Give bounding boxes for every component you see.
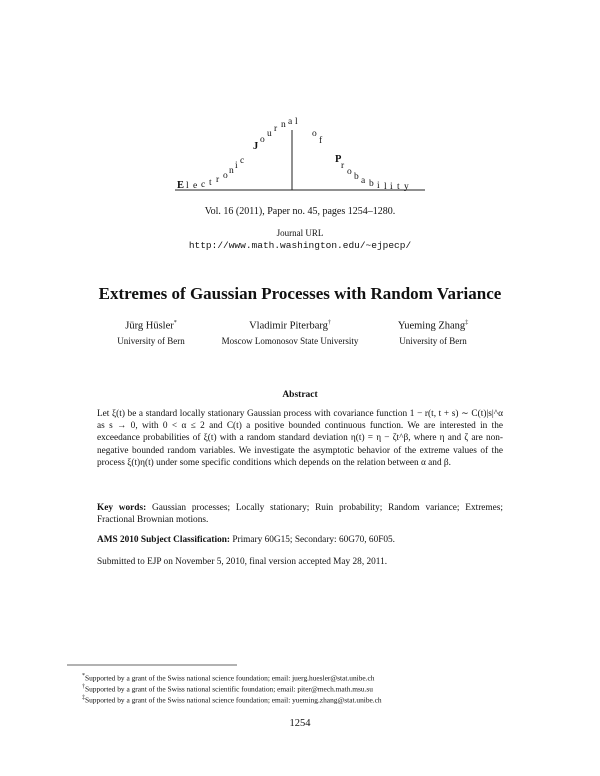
logo-journal-letter: r (274, 124, 278, 134)
logo-journal-letter: l (295, 117, 298, 127)
logo-probability-letter: y (404, 182, 409, 192)
footnote-1: *Supported by a grant of the Swiss national science foundation; email: juerg.huesler@stat.unibe.ch (82, 673, 375, 683)
logo-electronic-letter: r (216, 175, 220, 185)
keywords: Key words: Gaussian processes; Locally stationary; Ruin probability; Random variance; Extremes; Fractional Brownian motions. (97, 503, 503, 526)
logo-probability-letter: t (397, 182, 400, 192)
logo-probability-letter: l (384, 182, 387, 192)
page-number: 1254 (289, 718, 311, 729)
author-2: Vladimir Piterbarg† (249, 320, 331, 332)
logo-of-letter: f (319, 136, 323, 146)
logo-journal-letter: J (253, 141, 259, 152)
logo-electronic-letter: c (240, 156, 245, 166)
author-3: Yueming Zhang‡ (397, 320, 469, 332)
affiliation-1: University of Bern (117, 336, 185, 346)
logo-journal-letter: a (288, 117, 293, 127)
paper-title: Extremes of Gaussian Processes with Random Variance (98, 284, 502, 303)
logo-journal-letter: o (260, 135, 265, 145)
ams-classification: AMS 2010 Subject Classification: Primary 60G15; Secondary: 60G70, 60F05. (97, 535, 396, 545)
logo-probability-letter: b (354, 172, 359, 182)
logo-probability-letter: r (341, 161, 345, 171)
logo-electronic-letter: i (235, 161, 238, 171)
journal-url-label: Journal URL (276, 228, 324, 238)
logo-probability-letter: P (335, 154, 342, 165)
logo-probability-letter: b (369, 179, 374, 189)
logo-electronic-letter: e (193, 181, 198, 191)
submission-info: Submitted to EJP on November 5, 2010, final version accepted May 28, 2011. (97, 557, 388, 567)
abstract-text: Let ξ(t) be a standard locally stationary Gaussian process with covariance function 1 − r(t, t + s) ∼ C(t)|s|^α as s → 0, with 0 < α ≤ 2 and C(t) a positive bounded continuous function. We are interested in the exceedance probabilities of ξ(t) with a random standard deviation η(t) = η − ζt^β, where η and ζ are non-negative bounded random variables. We investigate the asymptotic behavior of the extreme values of the process ξ(t)η(t) under some specific conditions which depends on the relation between α and β. (97, 409, 503, 468)
logo-probability-letter: o (347, 167, 352, 177)
abstract-heading: Abstract (282, 390, 318, 400)
logo-electronic-letter: n (229, 166, 234, 176)
logo-probability-letter: i (390, 182, 393, 192)
footnote-2: †Supported by a grant of the Swiss national scientific foundation; email: piter@mech.math.msu.su (82, 684, 374, 694)
journal-url-link[interactable]: http://www.math.washington.edu/~ejpecp/ (188, 240, 412, 251)
logo-probability-letter: i (377, 181, 380, 191)
footnote-3: ‡Supported by a grant of the Swiss national science foundation; email: yueming.zhang@stat.unibe.ch (82, 695, 382, 705)
journal-logo (160, 108, 440, 198)
footnote-rule (67, 664, 237, 666)
volume-line: Vol. 16 (2011), Paper no. 45, pages 1254–1280. (204, 206, 396, 217)
logo-electronic-letter: E (177, 180, 185, 191)
logo-electronic-letter: t (209, 178, 212, 188)
logo-electronic-letter: o (223, 171, 228, 181)
affiliation-2: Moscow Lomonosov State University (221, 336, 359, 346)
logo-electronic-letter: l (186, 181, 189, 191)
logo-journal-letter: n (281, 120, 286, 130)
affiliation-3: University of Bern (399, 336, 467, 346)
logo-probability-letter: a (361, 176, 366, 186)
logo-electronic-letter: c (201, 180, 206, 190)
logo-journal-letter: u (267, 129, 272, 139)
author-1: Jürg Hüsler* (125, 320, 177, 332)
logo-of-letter: o (312, 129, 317, 139)
